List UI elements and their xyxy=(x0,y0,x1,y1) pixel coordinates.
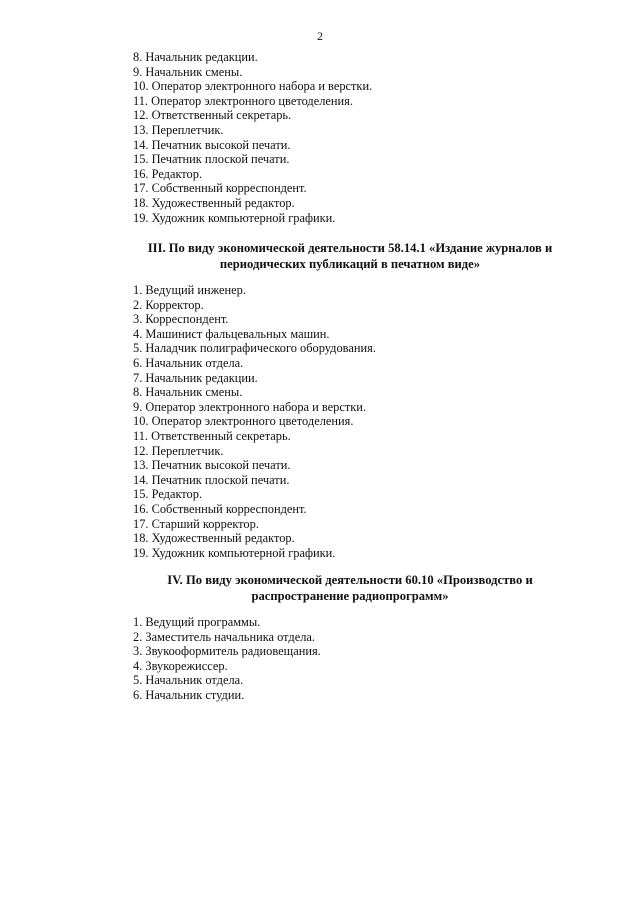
list-item: 8. Начальник смены. xyxy=(133,385,243,400)
list-item: 10. Оператор электронного цветоделения. xyxy=(133,414,354,429)
list-item: 13. Переплетчик. xyxy=(133,122,224,137)
list-item: 5. Начальник отдела. xyxy=(133,673,244,688)
list-item: 4. Машинист фальцевальных машин. xyxy=(133,326,330,341)
continued-position-list xyxy=(133,50,372,225)
section-3-heading xyxy=(100,241,600,272)
list-item: 19. Художник компьютерной графики. xyxy=(133,210,336,225)
list-item: 18. Художественный редактор. xyxy=(133,195,295,210)
list-item: 13. Печатник высокой печати. xyxy=(133,458,291,473)
list-item: 14. Печатник высокой печати. xyxy=(133,137,291,152)
list-item: 2. Корректор. xyxy=(133,297,204,312)
list-item: 1. Ведущий инженер. xyxy=(133,283,246,297)
section-4-position-list xyxy=(133,615,321,703)
list-item: 19. Художник компьютерной графики. xyxy=(133,545,336,560)
list-item: 7. Начальник редакции. xyxy=(133,370,258,385)
list-item: 14. Печатник плоской печати. xyxy=(133,472,290,487)
list-item: 4. Звукорежиссер. xyxy=(133,658,228,673)
list-item: 17. Собственный корреспондент. xyxy=(133,181,307,196)
list-item: 15. Печатник плоской печати. xyxy=(133,152,290,167)
section-3-position-list xyxy=(133,283,376,560)
list-item: 12. Ответственный секретарь. xyxy=(133,108,292,123)
list-item: 3. Звукооформитель радиовещания. xyxy=(133,644,321,659)
section-4-heading xyxy=(100,573,600,604)
list-item: 6. Начальник студии. xyxy=(133,687,245,702)
list-item: 15. Редактор. xyxy=(133,487,203,502)
list-item: 17. Старший корректор. xyxy=(133,516,259,531)
list-item: 11. Ответственный секретарь. xyxy=(133,428,291,443)
list-item: 18. Художественный редактор. xyxy=(133,531,295,546)
list-item: 5. Наладчик полиграфического оборудования. xyxy=(133,341,376,356)
list-item: 16. Собственный корреспондент. xyxy=(133,501,307,516)
list-item: 16. Редактор. xyxy=(133,166,203,181)
list-item: 11. Оператор электронного цветоделения. xyxy=(133,93,353,108)
list-item: 12. Переплетчик. xyxy=(133,443,224,458)
list-item: 1. Ведущий программы. xyxy=(133,615,261,629)
section-4-heading-line: распространение радиопрограмм» xyxy=(251,588,449,603)
list-item: 6. Начальник отдела. xyxy=(133,355,244,370)
list-item: 8. Начальник редакции. xyxy=(133,50,258,64)
list-item: 2. Заместитель начальника отдела. xyxy=(133,629,316,644)
list-item: 9. Оператор электронного набора и верстки. xyxy=(133,399,366,414)
list-item: 3. Корреспондент. xyxy=(133,312,229,327)
section-3-heading-line: периодических публикаций в печатном виде» xyxy=(219,256,481,271)
list-item: 9. Начальник смены. xyxy=(133,64,243,79)
list-item: 10. Оператор электронного набора и верстки. xyxy=(133,79,373,94)
section-3-heading-line: III. По виду экономической деятельности 58.14.1 «Издание журналов и xyxy=(147,241,553,255)
section-4-heading-line: IV. По виду экономической деятельности 60.10 «Производство и xyxy=(167,573,533,587)
page-number: 2 xyxy=(317,29,323,43)
